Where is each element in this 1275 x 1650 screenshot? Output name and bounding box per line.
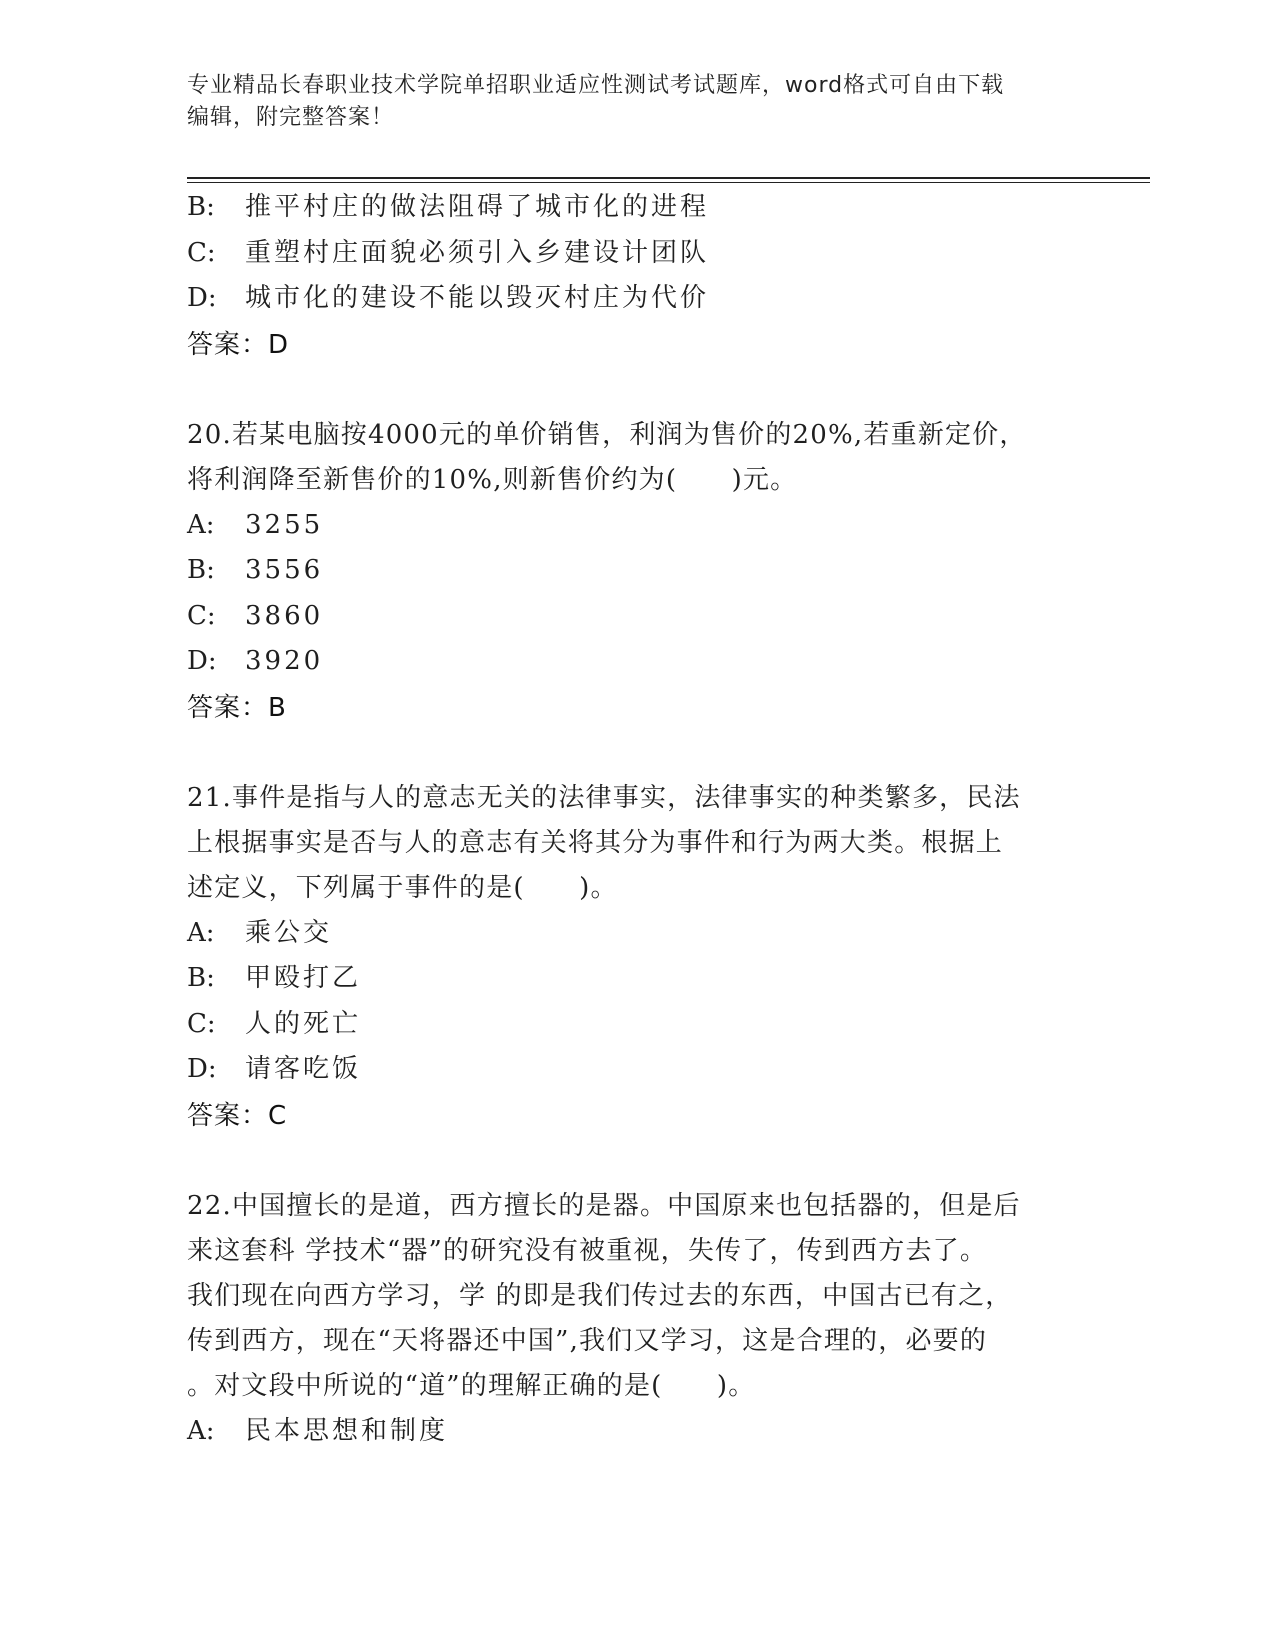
- option-text: 重塑村庄面貌必须引入乡建设计团队: [245, 237, 710, 268]
- option-letter: A:: [187, 509, 215, 540]
- question-stem-line: 21.事件是指与人的意志无关的法律事实，法律事实的种类繁多，民法: [187, 782, 1021, 813]
- answer-line: 答案：B: [187, 692, 287, 723]
- option-letter: D:: [187, 646, 217, 676]
- header-line-1: 专业精品长春职业技术学院单招职业适应性测试考试题库，word格式可自由下载: [187, 73, 1005, 98]
- option-d: [187, 1047, 1087, 1093]
- question-21: [187, 776, 1087, 1139]
- option-letter: B:: [187, 192, 215, 222]
- question-20: [187, 413, 1087, 731]
- option-b: [187, 548, 1087, 594]
- option-text: 3556: [245, 555, 324, 585]
- question-stem-line: 20.若某电脑按4000元的单价销售，利润为售价的20%,若重新定价，: [187, 419, 1027, 450]
- option-b: [187, 956, 1087, 1002]
- option-d: [187, 639, 1087, 685]
- question-stem-line: 22.中国擅长的是道，西方擅长的是器。中国原来也包括器的，但是后: [187, 1190, 1021, 1221]
- option-text: 3860: [245, 600, 324, 631]
- page-header: [187, 70, 1067, 134]
- page-content: [187, 185, 1087, 1454]
- option-c: [187, 231, 1087, 277]
- question-stem-line: 传到西方，现在“天将器还中国”,我们又学习，这是合理的，必要的: [187, 1325, 988, 1356]
- option-letter: B:: [187, 555, 215, 585]
- spacer: [187, 731, 1087, 776]
- option-text: 请客吃饭: [245, 1054, 362, 1084]
- option-a: [187, 503, 1087, 549]
- option-letter: C:: [187, 1008, 216, 1039]
- question-stem-line: 来这套科 学技术“器”的研究没有被重视，失传了，传到西方去了。: [187, 1235, 988, 1266]
- answer-line: 答案：D: [187, 329, 290, 360]
- header-rule-thin: [187, 182, 1150, 183]
- option-letter: C:: [187, 237, 216, 268]
- option-b: [187, 185, 1087, 231]
- option-a: [187, 911, 1087, 957]
- option-letter: B:: [187, 963, 215, 993]
- option-text: 3920: [245, 646, 324, 676]
- question-19-tail: [187, 185, 1087, 368]
- option-d: [187, 276, 1087, 322]
- spacer: [187, 1139, 1087, 1184]
- question-stem-line: 上根据事实是否与人的意志有关将其分为事件和行为两大类。根据上: [187, 827, 1004, 858]
- question-stem-line: 我们现在向西方学习，学 的即是我们传过去的东西，中国古已有之，: [187, 1280, 1013, 1311]
- option-text: 城市化的建设不能以毁灭村庄为代价: [245, 283, 710, 313]
- option-text: 民本思想和制度: [245, 1415, 449, 1446]
- question-stem-line: 。对文段中所说的“道”的理解正确的是( )。: [187, 1370, 756, 1401]
- option-letter: A:: [187, 917, 215, 948]
- option-text: 人的死亡: [245, 1008, 362, 1039]
- spacer: [187, 368, 1087, 413]
- option-text: 3255: [245, 509, 324, 540]
- option-letter: D:: [187, 1054, 217, 1084]
- option-c: [187, 594, 1087, 640]
- header-rule-thick: [187, 177, 1150, 179]
- option-text: 推平村庄的做法阻碍了城市化的进程: [245, 192, 710, 222]
- option-c: [187, 1002, 1087, 1048]
- option-letter: D:: [187, 283, 217, 313]
- option-a: [187, 1409, 1087, 1455]
- question-stem-line: 将利润降至新售价的10%,则新售价约为( )元。: [187, 464, 798, 495]
- question-22: [187, 1184, 1087, 1455]
- option-letter: C:: [187, 600, 216, 631]
- option-text: 甲殴打乙: [245, 963, 362, 993]
- question-stem-line: 述定义，下列属于事件的是( )。: [187, 872, 618, 903]
- option-letter: A:: [187, 1415, 215, 1446]
- option-text: 乘公交: [245, 917, 333, 948]
- answer-line: 答案：C: [187, 1100, 288, 1131]
- header-line-2: 编辑，附完整答案！: [187, 105, 395, 130]
